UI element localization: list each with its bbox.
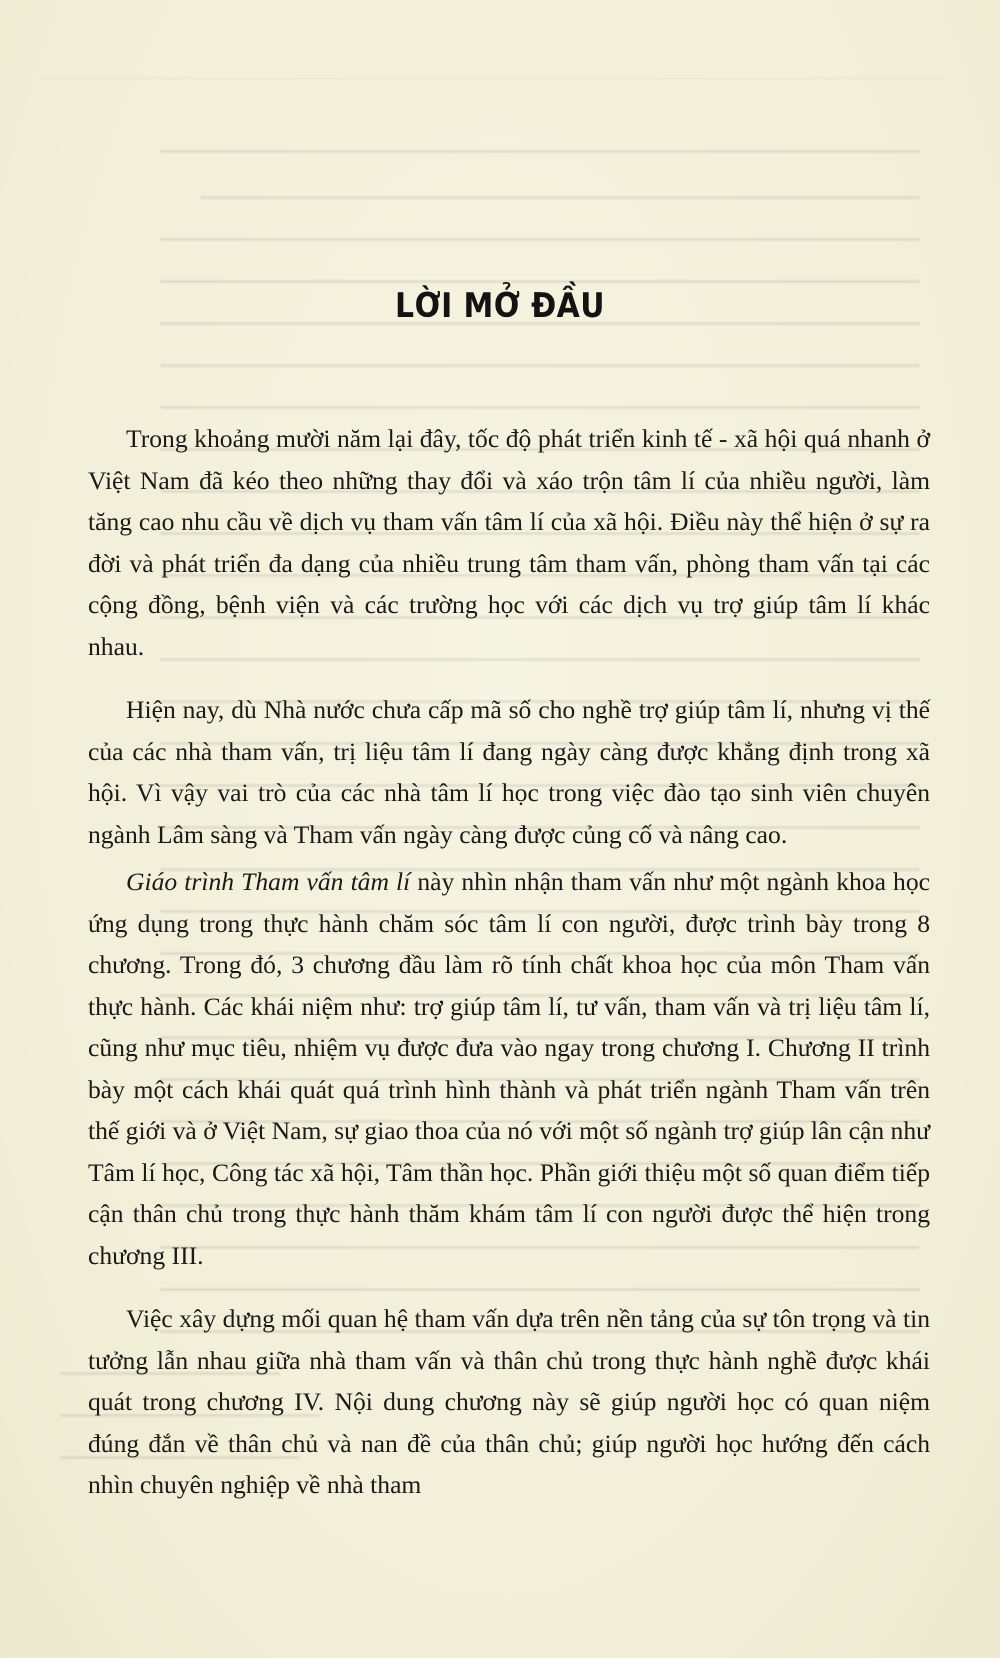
paragraph-2: Hiện nay, dù Nhà nước chưa cấp mã số cho nghề trợ giúp tâm lí, nhưng vị thế của các nhà tham vấn, trị liệu tâm lí đang ngày càng được khẳng định trong xã hội. Vì vậy vai trò của các nhà tâm lí học trong việc đào tạo sinh viên chuyên ngành Lâm sàng và Tham vấn ngày càng được củng cố và nâng cao. bbox=[88, 695, 930, 849]
bleed-running-header bbox=[40, 50, 940, 79]
body-text bbox=[88, 418, 930, 1506]
paragraph-1: Trong khoảng mười năm lại đây, tốc độ phát triển kinh tế - xã hội quá nhanh ở Việt Nam đã kéo theo những thay đổi và xáo trộn tâm lí của nhiều người, làm tăng cao nhu cầu về dịch vụ tham vấn tâm lí của xã hội. Điều này thể hiện ở sự ra đời và phát triển đa dạng của nhiều trung tâm tham vấn, phòng tham vấn tại các cộng đồng, bệnh viện và các trường học với các dịch vụ trợ giúp tâm lí khác nhau. bbox=[88, 424, 930, 661]
paragraph-3 bbox=[88, 861, 930, 1276]
paragraph-4: Việc xây dựng mối quan hệ tham vấn dựa trên nền tảng của sự tôn trọng và tin tưởng lẫn nhau giữa nhà tham vấn và thân chủ trong thực hành nghề được khái quát trong chương IV. Nội dung chương này sẽ giúp người học có quan niệm đúng đắn về thân chủ và nan đề của thân chủ; giúp người học hướng đến cách nhìn chuyên nghiệp về nhà tham bbox=[88, 1304, 930, 1499]
paragraph-3-italic-title: Giáo trình Tham vấn tâm lí bbox=[126, 867, 411, 896]
paragraph-3-text: này nhìn nhận tham vấn như một ngành khoa học ứng dụng trong thực hành chăm sóc tâm lí con người, được trình bày trong 8 chương. Trong đó, 3 chương đầu làm rõ tính chất khoa học của môn Tham vấn thực hành. Các khái niệm như: trợ giúp tâm lí, tư vấn, tham vấn và trị liệu tâm lí, cũng như mục tiêu, nhiệm vụ được đưa vào ngay trong chương I. Chương II trình bày một cách khái quát quá trình hình thành và phát triển ngành Tham vấn trên thế giới và ở Việt Nam, sự giao thoa của nó với một số ngành trợ giúp lân cận như Tâm lí học, Công tác xã hội, Tâm thần học. Phần giới thiệu một số quan điểm tiếp cận thân chủ trong thực hành thăm khám tâm lí con người được thể hiện trong chương III. bbox=[88, 867, 930, 1270]
page-title: LỜI MỞ ĐẦU bbox=[394, 286, 605, 326]
